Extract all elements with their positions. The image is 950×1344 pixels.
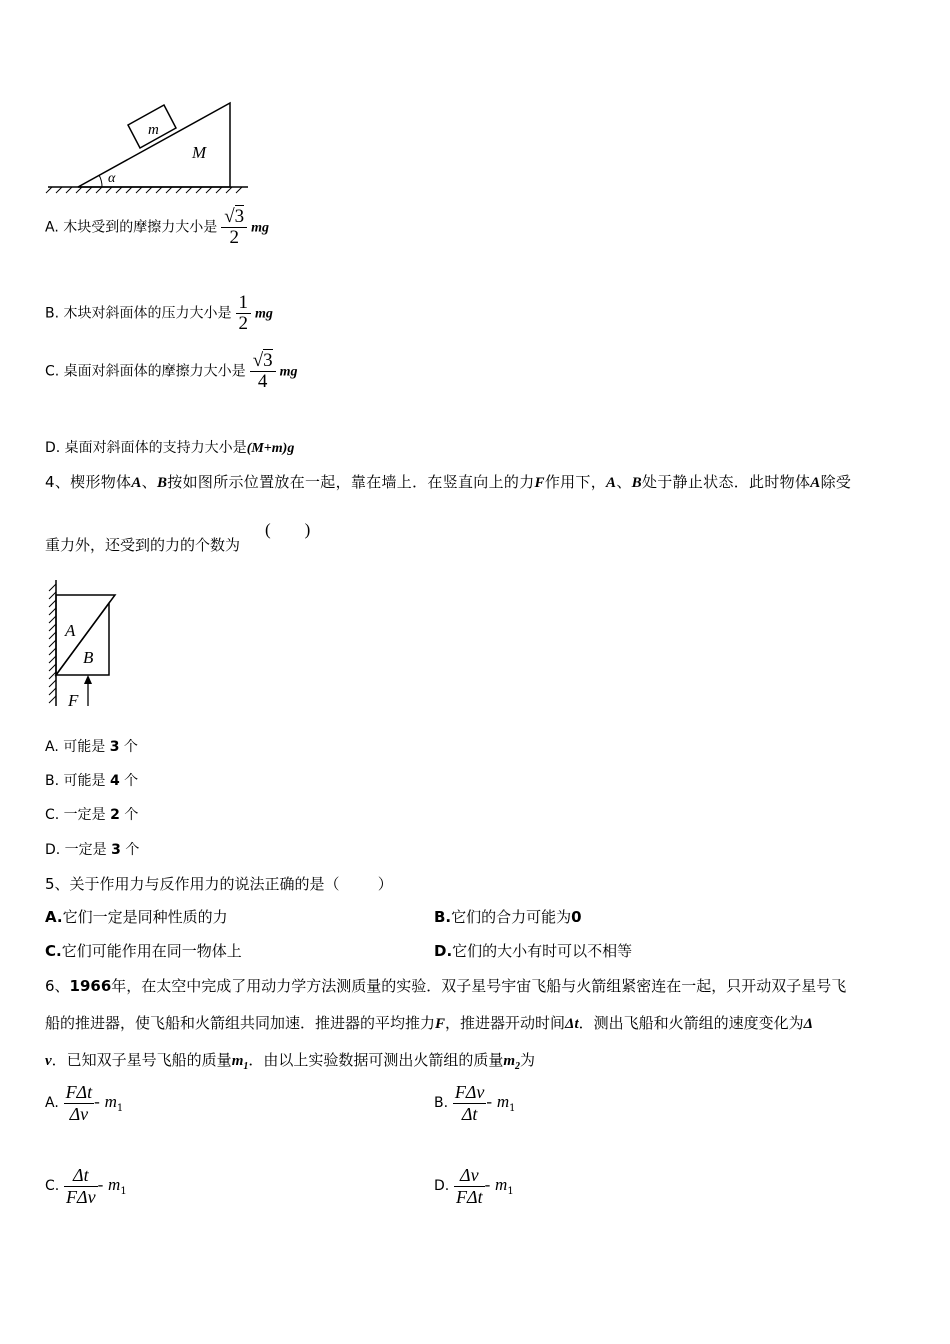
q3-option-a: A. 木块受到的摩擦力大小是 $\frac{√3}{2}$ mg: [45, 206, 270, 248]
label-A: A: [65, 621, 76, 640]
angle-arc: [99, 175, 102, 187]
q6-option-c: C. $\frac{\Delta t}{\text{FΔv}}$ - $m_1$: [45, 1165, 127, 1207]
q4-option-b: B. 可能是 4 个: [45, 773, 139, 789]
q6-stem-line2: 船的推进器，使飞船和火箭组共同加速．推进器的平均推力F，推进器开动时间Δt．测出飞船和火箭组的速度变化为Δ: [45, 1014, 814, 1032]
q5-option-b: B.它们的合力可能为0: [434, 908, 582, 926]
fraction: $\frac{\text{FΔt}}{\Delta v}$: [65, 1082, 93, 1124]
fraction: $\frac{√3}{4}$: [250, 351, 276, 392]
fraction: $\frac{1}{2}$: [236, 293, 252, 334]
q3-option-c: C. 桌面对斜面体的摩擦力大小是 $\frac{√3}{4}$ mg: [45, 350, 298, 392]
fraction: $\frac{√3}{2}$: [221, 207, 247, 248]
q4-option-d: D. 一定是 3 个: [45, 842, 140, 858]
q5-option-d: D.它们的大小有时可以不相等: [434, 942, 633, 960]
q6-option-b: B. $\frac{\text{FΔv}}{\Delta t}$ - $m_1$: [434, 1082, 516, 1124]
arrow-head: [84, 675, 92, 684]
q5-option-a: A.它们一定是同种性质的力: [45, 908, 228, 926]
q6-option-a: A. $\frac{\text{FΔt}}{\Delta v}$ - $m_1$: [45, 1082, 124, 1124]
wedge-wall-figure: [40, 578, 130, 713]
q6-option-d: D. $\frac{\Delta v}{\text{FΔt}}$ - $m_1$: [434, 1165, 514, 1207]
q4-option-c: C. 一定是 2 个: [45, 807, 139, 823]
q4-stem-line2: 重力外，还受到的力的个数为: [45, 536, 241, 554]
fraction: $\frac{\Delta v}{\text{FΔt}}$: [456, 1165, 483, 1207]
label-alpha: α: [108, 171, 116, 186]
ground-hatching: [46, 187, 242, 193]
incline-figure: [40, 95, 260, 200]
label-F: F: [68, 691, 79, 710]
label-M: M: [192, 143, 207, 162]
fraction: $\frac{\text{FΔv}}{\Delta t}$: [454, 1082, 485, 1124]
label-m: m: [148, 122, 159, 138]
label-B: B: [83, 648, 94, 667]
q4-option-a: A. 可能是 3 个: [45, 739, 138, 755]
fraction: $\frac{\Delta t}{\text{FΔv}}$: [66, 1165, 96, 1207]
q4-stem-line1: 4、楔形物体A、B按如图所示位置放在一起，靠在墙上．在竖直向上的力F作用下，A、B处于静止状态．此时物体A除受: [45, 473, 852, 491]
q5-stem: 5、关于作用力与反作用力的说法正确的是（ ）: [45, 875, 393, 893]
q6-stem-line3: v．已知双子星号飞船的质量$m_1$．由以上实验数据可测出火箭组的质量$m_2$为: [45, 1051, 536, 1072]
answer-paren: ( ): [265, 520, 311, 539]
q3-option-d: D. 桌面对斜面体的支持力大小是(M+m)g: [45, 440, 295, 456]
wall-hatching: [49, 584, 56, 703]
q3-option-b: B. 木块对斜面体的压力大小是 $\frac{1}{2}$ mg: [45, 292, 273, 334]
q5-option-c: C.它们可能作用在同一物体上: [45, 942, 242, 960]
q6-stem-line1: 6、1966年，在太空中完成了用动力学方法测质量的实验．双子星号宇宙飞船与火箭组紧密连在一起，只开动双子星号飞: [45, 977, 847, 995]
